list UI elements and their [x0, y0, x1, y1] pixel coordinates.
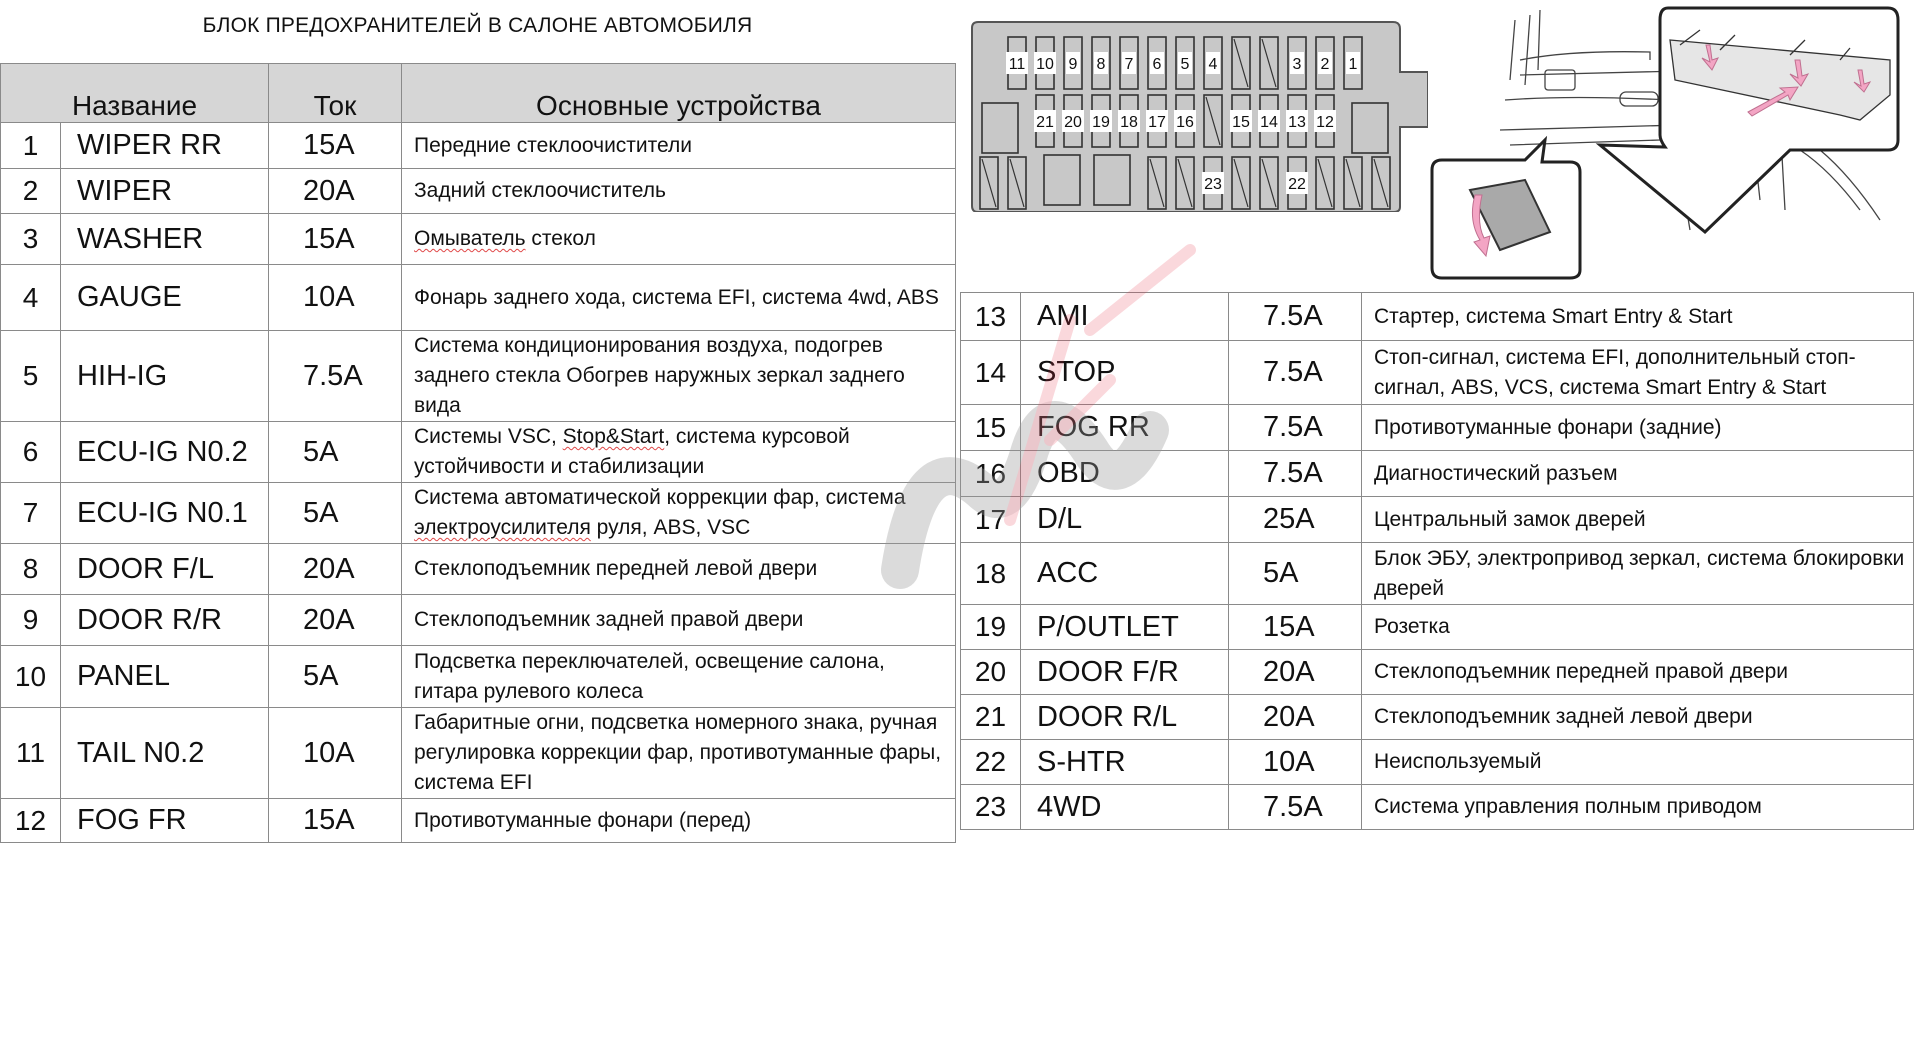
- fuse-table-left: [0, 63, 956, 843]
- fuse-number: 5: [1, 331, 61, 422]
- table-row: [961, 497, 1914, 543]
- table-header-row: [1, 64, 956, 123]
- fuse-slot-label: 6: [1152, 56, 1162, 73]
- fuse-description: Стартер, система Smart Entry & Start: [1362, 293, 1914, 341]
- fuse-slot-label: 1: [1348, 56, 1358, 73]
- fuse-number: 7: [1, 483, 61, 544]
- fuse-current: 15A: [269, 214, 402, 265]
- fuse-number: 18: [961, 543, 1021, 605]
- fuse-name: AMI: [1021, 293, 1229, 341]
- fuse-name: GAUGE: [61, 265, 269, 331]
- zoom-callout-large: [1600, 8, 1898, 232]
- table-row: [961, 451, 1914, 497]
- fuse-current: 7.5A: [1229, 293, 1362, 341]
- zoom-callout-small: [1432, 140, 1580, 278]
- fuse-slot-empty: [1044, 155, 1080, 205]
- fuse-name: DOOR R/L: [1021, 695, 1229, 740]
- fuse-name: WASHER: [61, 214, 269, 265]
- fuse-number: 23: [961, 785, 1021, 830]
- fuse-current: 10A: [269, 708, 402, 799]
- fuse-current: 5A: [269, 422, 402, 483]
- fuse-number: 17: [961, 497, 1021, 543]
- fuse-name: HIH-IG: [61, 331, 269, 422]
- fuse-name: S-HTR: [1021, 740, 1229, 785]
- fuse-description: Система кондиционирования воздуха, подогрев заднего стекла Обогрев наружных зеркал заднего вида: [402, 331, 956, 422]
- spellcheck-mark: Stop&Start: [562, 425, 665, 448]
- fuse-slot-label: 23: [1204, 176, 1222, 193]
- fuse-name: DOOR F/R: [1021, 650, 1229, 695]
- fuse-current: 10A: [269, 265, 402, 331]
- fuse-description: Передние стеклоочистители: [402, 123, 956, 169]
- fuse-current: 7.5A: [1229, 405, 1362, 451]
- fuse-slot-label: 12: [1316, 114, 1334, 131]
- fuse-number: 4: [1, 265, 61, 331]
- header-name: Название: [1, 64, 269, 123]
- fuse-number: 22: [961, 740, 1021, 785]
- fuse-name: P/OUTLET: [1021, 605, 1229, 650]
- fuse-number: 2: [1, 169, 61, 214]
- table-row: [961, 785, 1914, 830]
- fuse-description: Габаритные огни, подсветка номерного знака, ручная регулировка коррекции фар, противотуманные фары, система EFI: [402, 708, 956, 799]
- fuse-slot-label: 7: [1124, 56, 1134, 73]
- fuse-current: 7.5A: [1229, 785, 1362, 830]
- fuse-slot-label: 21: [1036, 114, 1054, 131]
- fuse-description: Стеклоподъемник задней правой двери: [402, 595, 956, 646]
- fuse-current: 20A: [269, 544, 402, 595]
- fuse-number: 3: [1, 214, 61, 265]
- fuse-name: D/L: [1021, 497, 1229, 543]
- fuse-slot-label: 9: [1068, 56, 1078, 73]
- fuse-name: PANEL: [61, 646, 269, 708]
- fuse-slot-label: 19: [1092, 114, 1110, 131]
- fuse-name: 4WD: [1021, 785, 1229, 830]
- fuse-slot-label: 14: [1260, 114, 1278, 131]
- fuse-description: Подсветка переключателей, освещение салона, гитара рулевого колеса: [402, 646, 956, 708]
- fuse-name: WIPER: [61, 169, 269, 214]
- fuse-description: Фонарь заднего хода, система EFI, система 4wd, ABS: [402, 265, 956, 331]
- fuse-description: Противотуманные фонари (задние): [1362, 405, 1914, 451]
- fuse-slot-label: 17: [1148, 114, 1166, 131]
- fuse-table-right: [960, 292, 1914, 830]
- fuse-current: 10A: [1229, 740, 1362, 785]
- table-row: [1, 646, 956, 708]
- fuse-number: 21: [961, 695, 1021, 740]
- fuse-number: 11: [1, 708, 61, 799]
- fuse-number: 9: [1, 595, 61, 646]
- fuse-number: 16: [961, 451, 1021, 497]
- fuse-current: 15A: [269, 123, 402, 169]
- fuse-current: 25A: [1229, 497, 1362, 543]
- fuse-slot-label: 2: [1320, 56, 1330, 73]
- fuse-slot-label: 16: [1176, 114, 1194, 131]
- table-row: [1, 214, 956, 265]
- table-row: [961, 543, 1914, 605]
- fuse-number: 20: [961, 650, 1021, 695]
- fuse-description: Диагностический разъем: [1362, 451, 1914, 497]
- fuse-description: Неиспользуемый: [1362, 740, 1914, 785]
- header-devices: Основные устройства: [402, 64, 956, 123]
- fuse-description: Стеклоподъемник передней правой двери: [1362, 650, 1914, 695]
- fuse-name: DOOR R/R: [61, 595, 269, 646]
- fuse-description: Противотуманные фонари (перед): [402, 799, 956, 843]
- table-row: [1, 265, 956, 331]
- fuse-description: Система управления полным приводом: [1362, 785, 1914, 830]
- table-row: [1, 422, 956, 483]
- fuse-name: DOOR F/L: [61, 544, 269, 595]
- fuse-slot-label: 15: [1232, 114, 1250, 131]
- fuse-current: 5A: [1229, 543, 1362, 605]
- fuse-slot-empty: [1352, 103, 1388, 153]
- fuse-name: FOG FR: [61, 799, 269, 843]
- fuse-name: FOG RR: [1021, 405, 1229, 451]
- fuse-slot-label: 18: [1120, 114, 1138, 131]
- fusebox-diagram: [968, 17, 1428, 212]
- fuse-current: 7.5A: [269, 331, 402, 422]
- fuse-current: 5A: [269, 646, 402, 708]
- fuse-slot-empty: [1094, 155, 1130, 205]
- fuse-slot-label: 13: [1288, 114, 1306, 131]
- fuse-description: Блок ЭБУ, электропривод зеркал, система блокировки дверей: [1362, 543, 1914, 605]
- fuse-description: Стеклоподъемник передней левой двери: [402, 544, 956, 595]
- fuse-number: 6: [1, 422, 61, 483]
- table-row: [1, 799, 956, 843]
- table-row: [961, 341, 1914, 405]
- fuse-current: 20A: [1229, 650, 1362, 695]
- fuse-slot-empty: [982, 103, 1018, 153]
- fuse-number: 13: [961, 293, 1021, 341]
- table-row: [1, 708, 956, 799]
- fuse-description: Системы VSC, Stop&Start, система курсовой устойчивости и стабилизации: [402, 422, 956, 483]
- table-row: [961, 740, 1914, 785]
- table-row: [1, 169, 956, 214]
- fuse-name: ECU-IG N0.2: [61, 422, 269, 483]
- spellcheck-mark: электроусилителя: [414, 516, 591, 539]
- fuse-number: 15: [961, 405, 1021, 451]
- fuse-description: Стоп-сигнал, система EFI, дополнительный стоп-сигнал, ABS, VCS, система Smart Entry & Start: [1362, 341, 1914, 405]
- spellcheck-mark: Омыватель: [414, 227, 526, 250]
- fuse-slot-label: 3: [1292, 56, 1302, 73]
- fuse-number: 8: [1, 544, 61, 595]
- fuse-current: 5A: [269, 483, 402, 544]
- fuse-description: Центральный замок дверей: [1362, 497, 1914, 543]
- fuse-slot-label: 10: [1036, 56, 1054, 73]
- fuse-description: Задний стеклоочиститель: [402, 169, 956, 214]
- fuse-current: 15A: [1229, 605, 1362, 650]
- table-row: [1, 123, 956, 169]
- table-row: [961, 293, 1914, 341]
- fuse-current: 7.5A: [1229, 341, 1362, 405]
- table-row: [961, 695, 1914, 740]
- fuse-name: ECU-IG N0.1: [61, 483, 269, 544]
- fuse-description: Система автоматической коррекции фар, система электроусилителя руля, ABS, VSC: [402, 483, 956, 544]
- header-current: Ток: [269, 64, 402, 123]
- table-row: [961, 405, 1914, 451]
- fuse-name: TAIL N0.2: [61, 708, 269, 799]
- table-row: [1, 595, 956, 646]
- table-row: [1, 483, 956, 544]
- fuse-current: 7.5A: [1229, 451, 1362, 497]
- fuse-number: 1: [1, 123, 61, 169]
- table-row: [1, 331, 956, 422]
- fuse-current: 20A: [269, 169, 402, 214]
- fuse-name: ACC: [1021, 543, 1229, 605]
- fusebox-location-illustration: [1420, 0, 1920, 290]
- fuse-slot-label: 8: [1096, 56, 1106, 73]
- page-title: БЛОК ПРЕДОХРАНИТЕЛЕЙ В САЛОНЕ АВТОМОБИЛЯ: [202, 14, 753, 37]
- fuse-current: 15A: [269, 799, 402, 843]
- fuse-slot-label: 5: [1180, 56, 1190, 73]
- fuse-current: 20A: [269, 595, 402, 646]
- table-row: [961, 650, 1914, 695]
- fuse-number: 19: [961, 605, 1021, 650]
- fuse-number: 14: [961, 341, 1021, 405]
- fuse-current: 20A: [1229, 695, 1362, 740]
- fuse-description: Омыватель стекол: [402, 214, 956, 265]
- fuse-name: STOP: [1021, 341, 1229, 405]
- fuse-slot-label: 11: [1008, 56, 1026, 73]
- fuse-slot-label: 4: [1208, 56, 1218, 73]
- fuse-description: Розетка: [1362, 605, 1914, 650]
- fuse-slot-label: 20: [1064, 114, 1082, 131]
- fuse-number: 10: [1, 646, 61, 708]
- fuse-name: WIPER RR: [61, 123, 269, 169]
- table-row: [961, 605, 1914, 650]
- fuse-description: Стеклоподъемник задней левой двери: [1362, 695, 1914, 740]
- table-row: [1, 544, 956, 595]
- fuse-name: OBD: [1021, 451, 1229, 497]
- fuse-slot-label: 22: [1288, 176, 1306, 193]
- fuse-number: 12: [1, 799, 61, 843]
